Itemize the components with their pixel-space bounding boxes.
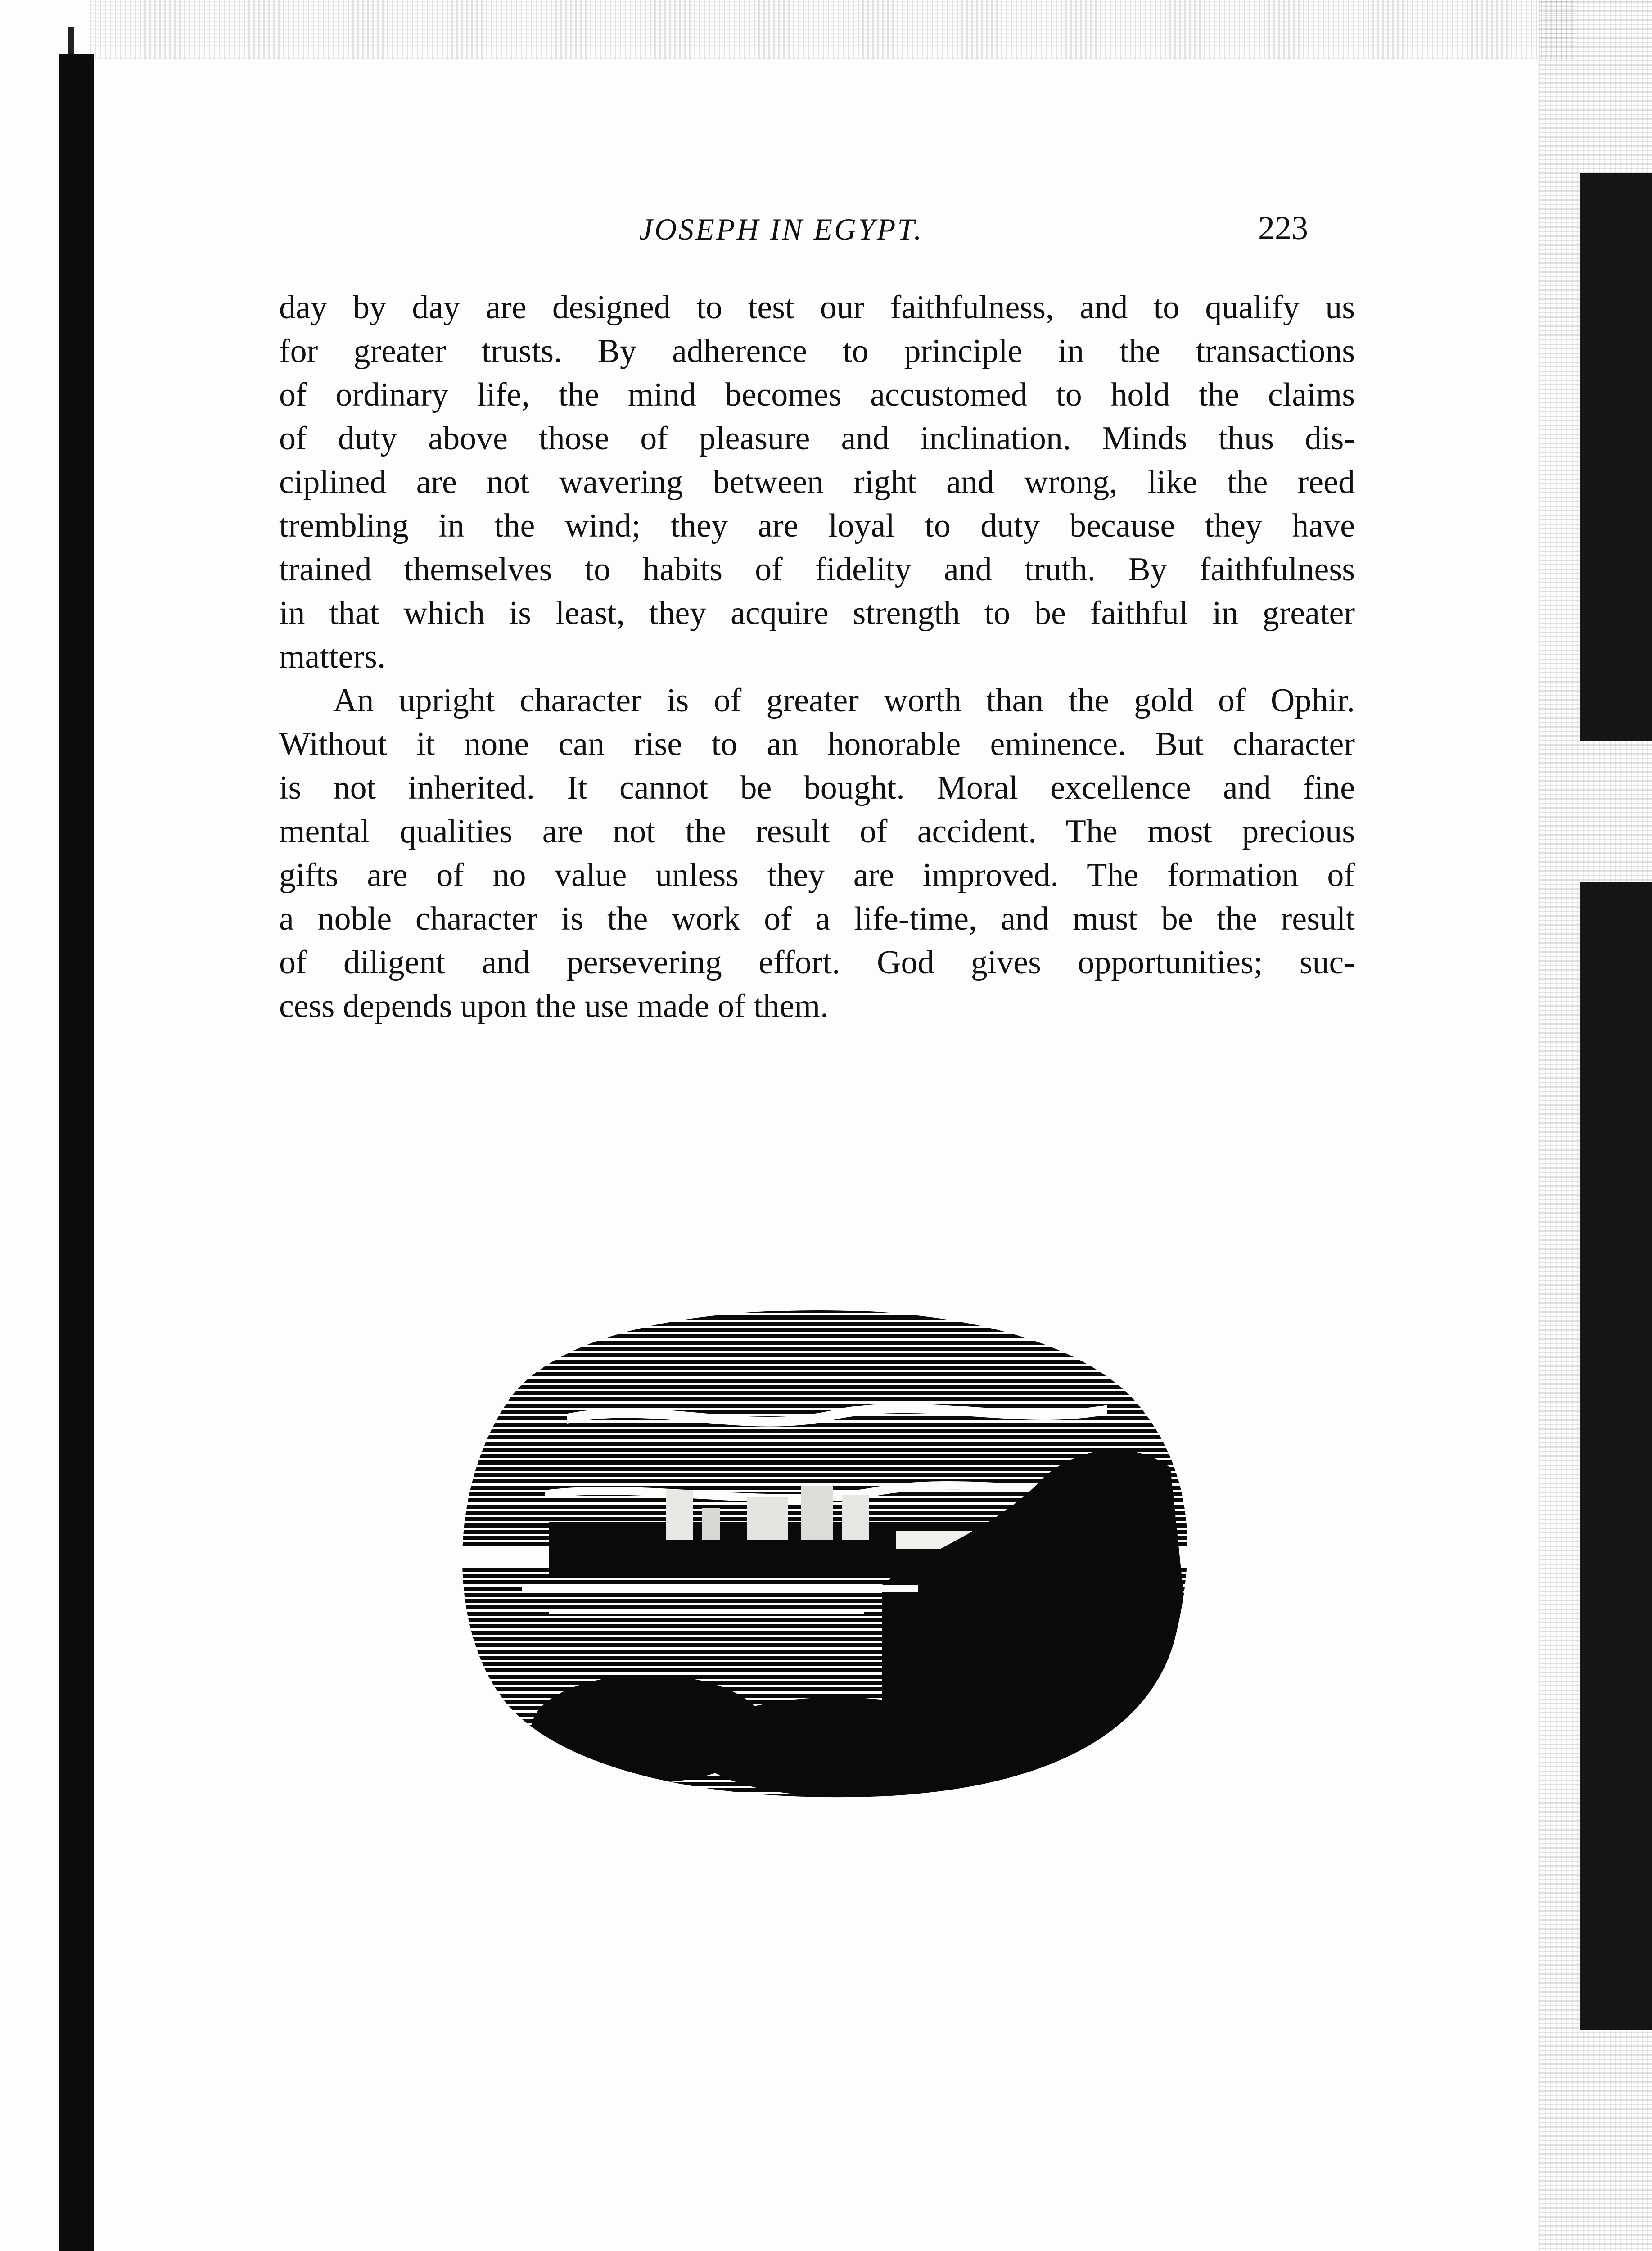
scan-left-edge-bar (59, 54, 94, 2251)
text-line: gifts are of no value unless they are improved. The formation of (279, 857, 1355, 894)
paragraph (279, 679, 1355, 1028)
text-line: of diligent and persevering effort. God gives opportunities; suc- (279, 944, 1355, 981)
text-line: cess depends upon the use made of them. (279, 988, 829, 1025)
text-line: ciplined are not wavering between right and wrong, like the reed (279, 464, 1355, 501)
text-line: trembling in the wind; they are loyal to duty because they have (279, 507, 1355, 544)
scan-right-edge-block (1580, 882, 1652, 2030)
text-line: of duty above those of pleasure and inclination. Minds thus dis- (279, 420, 1355, 457)
text-line: An upright character is of greater worth than the gold of Ophir. (333, 682, 1355, 719)
scan-noise-top (90, 0, 1575, 59)
text-line: Without it none can rise to an honorable eminence. But character (279, 726, 1355, 763)
text-line: mental qualities are not the result of accident. The most precious (279, 813, 1355, 850)
body-text (279, 286, 1355, 1028)
text-line: is not inherited. It cannot be bought. Moral excellence and fine (279, 769, 1355, 806)
text-line: day by day are designed to test our faithfulness, and to qualify us (279, 289, 1355, 326)
paragraph (279, 286, 1355, 679)
text-line: a noble character is the work of a life-time, and must be the result (279, 900, 1355, 937)
text-line: of ordinary life, the mind becomes accustomed to hold the claims (279, 376, 1355, 413)
scan-right-edge-block (1580, 173, 1652, 741)
text-line: trained themselves to habits of fidelity and truth. By faithfulness (279, 551, 1355, 588)
engraved-river-landscape-vignette-icon (432, 1297, 1206, 1810)
text-line: for greater trusts. By adherence to principle in the transactions (279, 333, 1355, 370)
text-line: matters. (279, 638, 386, 675)
text-line: in that which is least, they acquire strength to be faithful in greater (279, 595, 1355, 632)
running-title: JOSEPH IN EGYPT. (639, 212, 924, 246)
page-number: 223 (1258, 210, 1308, 247)
